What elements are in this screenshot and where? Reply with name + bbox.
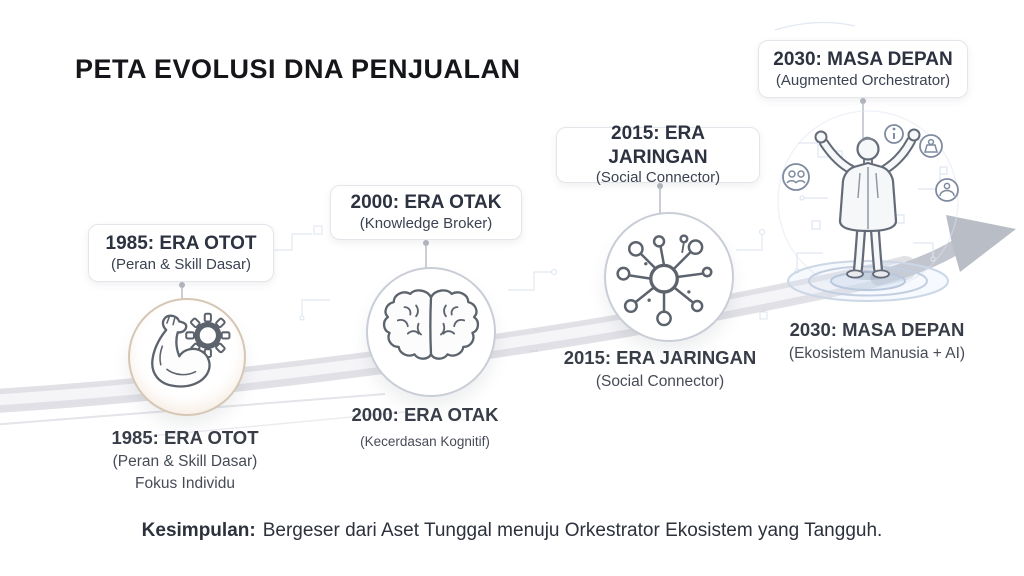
conclusion-label: Kesimpulan: xyxy=(141,520,256,541)
era-2030-callout-subtitle: (Augmented Orchestrator) xyxy=(775,71,951,89)
era-2030-callout-title: 2030: MASA DEPAN xyxy=(773,48,953,70)
orchestrator-man xyxy=(816,130,920,278)
era-2000-caption-subtitle: (Kecerdasan Kognitif) xyxy=(360,433,490,449)
augmented-orchestrator-figure xyxy=(768,103,978,318)
network-icon xyxy=(611,219,727,335)
era-2000-caption-title: 2000: ERA OTAK xyxy=(351,404,499,425)
platform-rings xyxy=(788,261,948,301)
era-2030-caption-subtitle: (Ekosistem Manusia + AI) xyxy=(788,344,966,362)
era-1985-caption-note: Fokus Individu xyxy=(135,475,235,493)
era-2015-callout-title: 2015: ERA JARINGAN xyxy=(608,122,708,168)
era-2030-callout xyxy=(758,40,968,98)
era-2030-illustration xyxy=(768,103,978,318)
era-1985-caption-subtitle: (Peran & Skill Dasar) xyxy=(112,452,258,470)
brain-icon xyxy=(373,274,489,390)
era-2030-caption xyxy=(757,318,997,365)
era-1985-callout-title: 1985: ERA OTOT xyxy=(105,232,257,254)
era-2000-connector xyxy=(422,240,430,270)
info-icon xyxy=(885,125,903,143)
era-2000-caption xyxy=(315,403,535,452)
era-2015-circle xyxy=(604,212,734,342)
person-icon xyxy=(936,179,958,201)
era-2030-caption-title: 2030: MASA DEPAN xyxy=(789,319,965,340)
era-2000-callout xyxy=(330,185,522,240)
muscle-gear-icon xyxy=(133,303,241,411)
era-1985-circle xyxy=(128,298,246,416)
era-2015-caption xyxy=(550,346,770,393)
era-2015-caption-title: 2015: ERA JARINGAN xyxy=(563,347,757,368)
era-2000-circle xyxy=(366,267,496,397)
era-1985-callout-subtitle: (Peran & Skill Dasar) xyxy=(110,255,252,273)
era-2000-callout-title: 2000: ERA OTAK xyxy=(350,192,502,214)
era-2000-callout-subtitle: (Knowledge Broker) xyxy=(359,215,493,232)
podium-icon xyxy=(920,135,942,157)
people-icon xyxy=(783,164,809,190)
era-1985-caption xyxy=(65,426,305,496)
era-1985-caption-title: 1985: ERA OTOT xyxy=(111,427,259,448)
conclusion xyxy=(0,520,1024,542)
conclusion-text: Bergeser dari Aset Tunggal menuju Orkestrator Ekosistem yang Tangguh. xyxy=(262,520,883,541)
era-1985-callout xyxy=(88,224,274,282)
era-2015-callout-subtitle: (Social Connector) xyxy=(595,169,721,187)
page-title: PETA EVOLUSI DNA PENJUALAN xyxy=(75,54,521,84)
era-2015-caption-subtitle: (Social Connector) xyxy=(595,372,725,390)
era-2015-callout xyxy=(556,122,760,187)
